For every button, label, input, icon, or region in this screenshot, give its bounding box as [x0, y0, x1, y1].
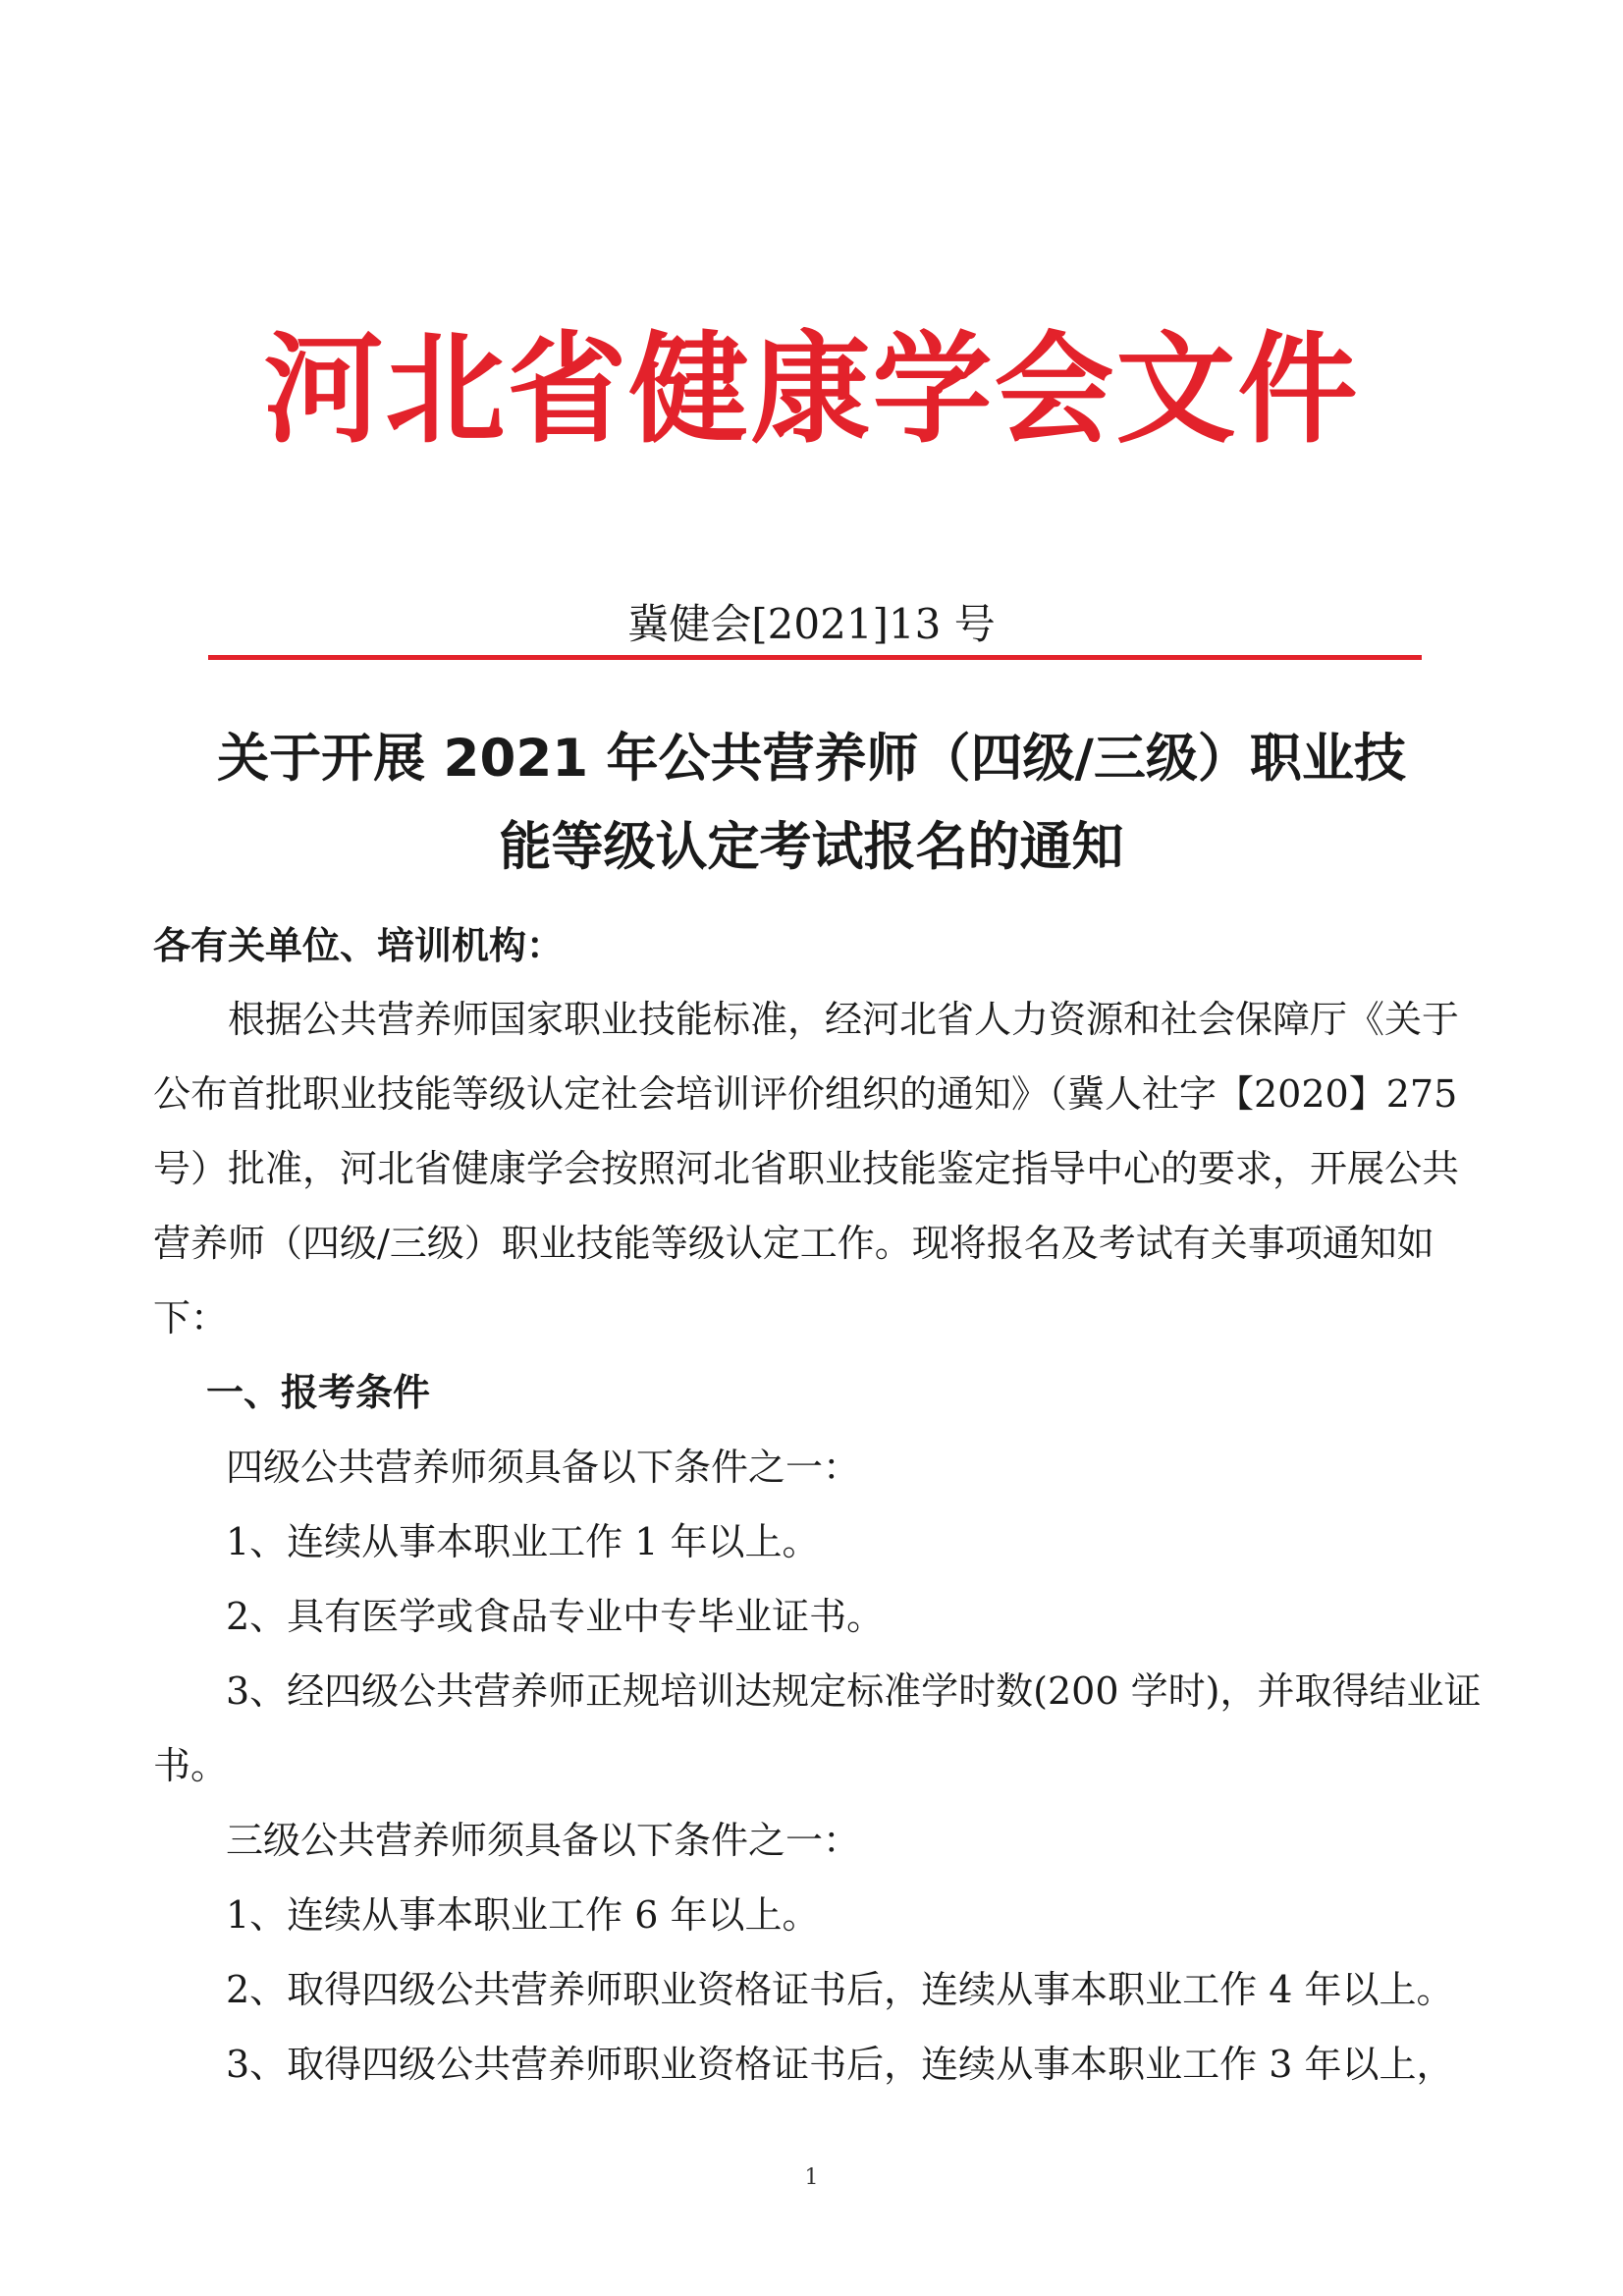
intro-line-1: 根据公共营养师国家职业技能标准，经河北省人力资源和社会保障厅《关于: [153, 998, 1460, 1041]
level4-lead: 四级公共营养师须具备以下条件之一：: [226, 1446, 861, 1489]
level4-item-3: 3、经四级公共营养师正规培训达规定标准学时数(200 学时)，并取得结业证: [226, 1669, 1482, 1713]
notice-title: [128, 715, 1495, 892]
masthead-title: 河北省健康学会文件: [263, 320, 1360, 460]
intro-line-3: 号）批准，河北省健康学会按照河北省职业技能鉴定指导中心的要求，开展公共: [153, 1147, 1460, 1190]
level4-item-1: 1、连续从事本职业工作 1 年以上。: [226, 1520, 820, 1563]
section-heading-requirements: 一、报考条件: [206, 1371, 431, 1414]
level3-lead: 三级公共营养师须具备以下条件之一：: [226, 1819, 861, 1862]
level3-item-3: 3、取得四级公共营养师职业资格证书后，连续从事本职业工作 3 年以上，: [226, 2043, 1454, 2086]
red-divider-line: [208, 655, 1422, 660]
level3-item-2: 2、取得四级公共营养师职业资格证书后，连续从事本职业工作 4 年以上。: [226, 1968, 1454, 2011]
level4-item-3-continued: 书。: [153, 1744, 229, 1787]
salutation: 各有关单位、培训机构：: [153, 924, 565, 967]
level3-item-1: 1、连续从事本职业工作 6 年以上。: [226, 1893, 820, 1937]
page-number: 1: [804, 2165, 819, 2190]
intro-line-5: 下：: [153, 1296, 229, 1339]
notice-title-line-2: 能等级认定考试报名的通知: [499, 817, 1124, 877]
notice-title-line-1: 关于开展 2021 年公共营养师（四级/三级）职业技: [217, 729, 1406, 789]
document-number: 冀健会[2021]13 号: [627, 600, 996, 648]
intro-line-2: 公布首批职业技能等级认定社会培训评价组织的通知》（冀人社字【2020】275: [153, 1072, 1458, 1116]
level4-item-2: 2、具有医学或食品专业中专毕业证书。: [226, 1595, 885, 1638]
intro-line-4: 营养师（四级/三级）职业技能等级认定工作。现将报名及考试有关事项通知如: [153, 1222, 1434, 1265]
